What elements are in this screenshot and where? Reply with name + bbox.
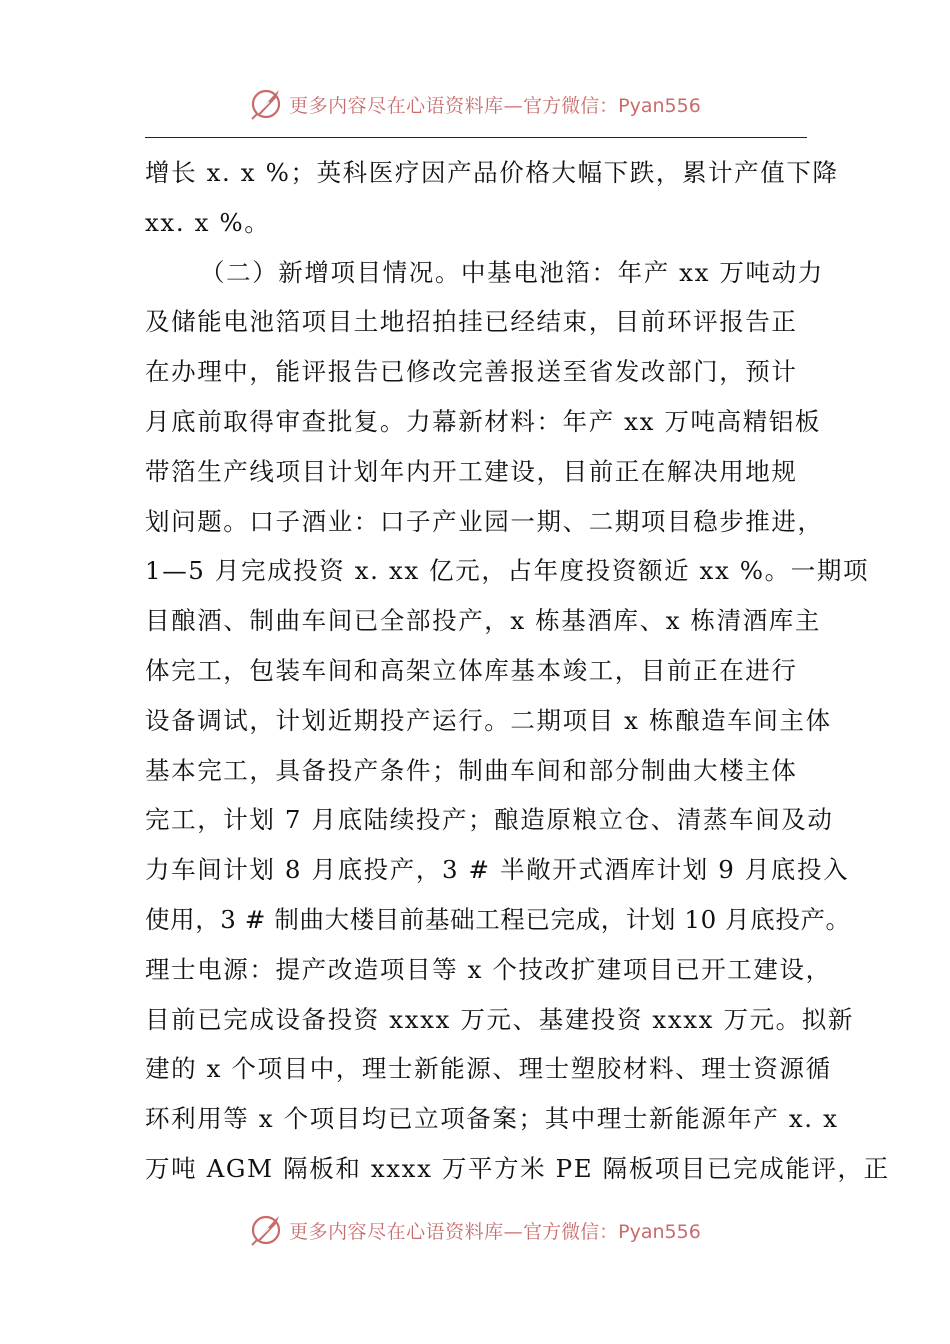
text-line: 1—5 月完成投资 x. xx 亿元，占年度投资额近 xx %。一期项: [145, 556, 870, 586]
text-line: 目酿酒、制曲车间已全部投产，x 栋基酒库、x 栋清酒库主: [145, 606, 822, 636]
text-line: 体完工，包装车间和高架立体库基本竣工，目前正在进行: [145, 655, 798, 685]
text-line: 万吨 AGM 隔板和 xxxx 万平方米 PE 隔板项目已完成能评，正: [145, 1153, 890, 1183]
quill-pen-logo-icon: [249, 1212, 285, 1248]
watermark-site-text: 更多内容尽在心语资料库—: [289, 1220, 524, 1243]
text-line: 基本完工，具备投产条件；制曲车间和部分制曲大楼主体: [145, 755, 798, 785]
text-line: 增长 x. x %；英科医疗因产品价格大幅下跌，累计产值下降: [145, 158, 839, 187]
text-line: 在办理中，能评报告已修改完善报送至省发改部门，预计: [145, 357, 798, 387]
text-line: 使用，3 # 制曲大楼目前基础工程已完成，计划 10 月底投产。: [145, 904, 851, 934]
footer-watermark: [0, 1208, 950, 1252]
text-line: 月底前取得审查批复。力幕新材料：年产 xx 万吨高精铝板: [145, 406, 822, 436]
text-line: 完工，计划 7 月底陆续投产；酿造原粮立仓、清蒸车间及动: [145, 805, 834, 835]
text-line: 划问题。口子酒业：口子产业园一期、二期项目稳步推进，: [145, 506, 824, 536]
text-line: 设备调试，计划近期投产运行。二期项目 x 栋酿造车间主体: [145, 705, 832, 735]
text-line: 及储能电池箔项目土地招拍挂已经结束，目前环评报告正: [145, 307, 798, 337]
header-divider: [145, 137, 807, 138]
section-heading-line: （二）新增项目情况。中基电池箔：年产 xx 万吨动力: [200, 257, 824, 287]
text-line: xx. x %。: [145, 207, 271, 237]
text-line: 建的 x 个项目中，理士新能源、理士塑胶材料、理士资源循: [145, 1054, 832, 1084]
watermark-site-text: 更多内容尽在心语资料库—: [289, 94, 524, 117]
text-line: 环利用等 x 个项目均已立项备案；其中理士新能源年产 x. x: [145, 1104, 839, 1134]
document-body: [145, 148, 890, 1194]
quill-pen-logo-icon: [249, 86, 285, 122]
watermark-wechat-text: 官方微信：Pyan556: [523, 94, 701, 117]
text-line: 目前已完成设备投资 xxxx 万元、基建投资 xxxx 万元。拟新: [145, 1004, 854, 1034]
watermark-wechat-text: 官方微信：Pyan556: [523, 1220, 701, 1243]
text-line: 理士电源：提产改造项目等 x 个技改扩建项目已开工建设，: [145, 954, 832, 984]
text-line: 带箔生产线项目计划年内开工建设，目前正在解决用地规: [145, 456, 798, 486]
text-line: 力车间计划 8 月底投产，3 # 半敞开式酒库计划 9 月底投入: [145, 855, 850, 885]
header-watermark: [0, 82, 950, 126]
